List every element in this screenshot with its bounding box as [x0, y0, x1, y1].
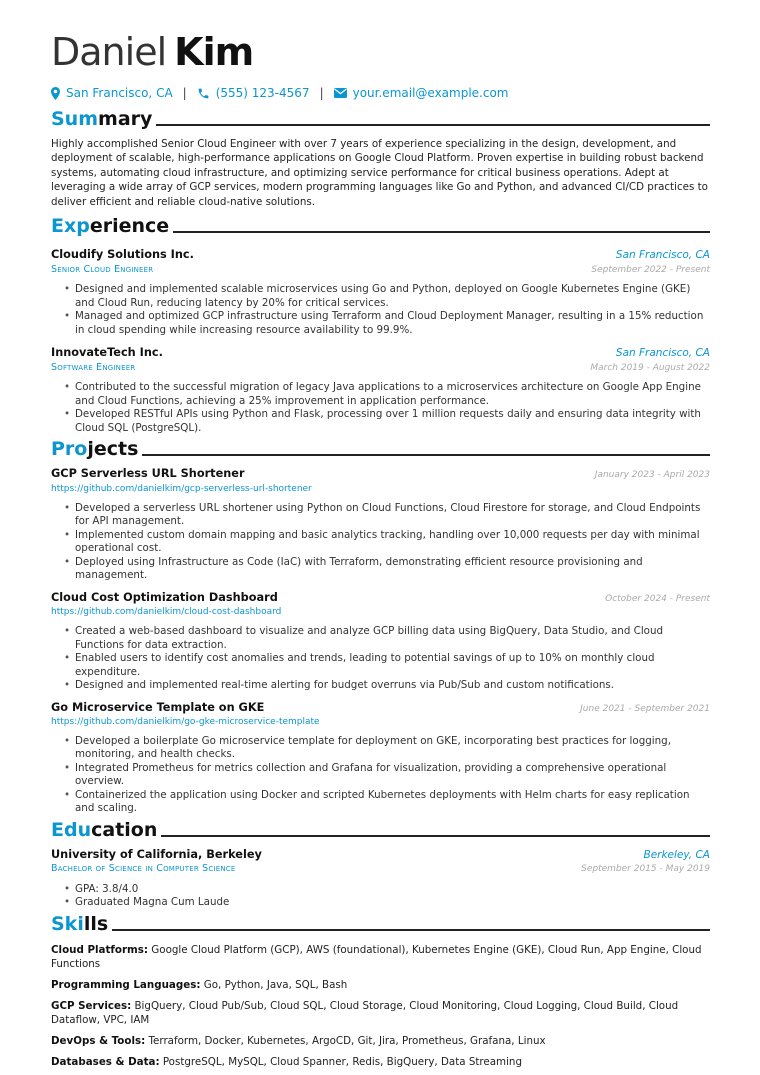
- section-heading-education: [51, 820, 710, 841]
- experience-entry: [51, 345, 710, 435]
- skills-list: [51, 943, 710, 1069]
- candidate-name: [51, 30, 710, 74]
- skill-row: [51, 978, 710, 992]
- bullet-list: [51, 883, 710, 910]
- project-link[interactable]: https://github.com/danielkim/gcp-serverless-url-shortener: [51, 483, 312, 494]
- skill-row: [51, 1055, 710, 1069]
- job-dates: March 2019 - August 2022: [590, 362, 710, 373]
- heading-rule: [161, 835, 710, 837]
- heading-rule: [112, 929, 710, 931]
- last-name: Kim: [174, 30, 254, 74]
- skill-row: [51, 1034, 710, 1048]
- heading-accent: Pro: [51, 438, 88, 461]
- experience-entry: [51, 247, 710, 337]
- contact-separator: |: [182, 85, 187, 100]
- job-title: Software Engineer: [51, 361, 136, 373]
- contact-separator: |: [319, 85, 324, 100]
- summary-text: Highly accomplished Senior Cloud Engineer with over 7 years of experience specializing in the design, development, and deployment of scalable, high-performance applications on Google Cloud Platform. Proven expertise in building robust backend systems, automating cloud infrastructure, and optimizing service performance for critical business operations. Adept at leveraging a wide array of GCP services, modern programming languages like Go and Python, and advanced CI/CD practices to deliver efficient and reliable cloud-native solutions.: [51, 137, 708, 208]
- heading-rule: [173, 231, 710, 233]
- bullet-list: [51, 283, 710, 337]
- section-heading-skills: [51, 914, 710, 935]
- project-link[interactable]: https://github.com/danielkim/cloud-cost-dashboard: [51, 606, 282, 617]
- bullet-item: • Contributed to the successful migration of legacy Java applications to a microservices architecture on Google App Engine and Cloud Functions, achieving a 25% improvement in application performance.: [64, 381, 710, 408]
- company-name: Cloudify Solutions Inc.: [51, 248, 194, 262]
- bullet-item: • Designed and implemented real-time alerting for budget overruns via Pub/Sub and custom notifications.: [64, 679, 710, 693]
- bullet-item: • Implemented custom domain mapping and basic analytics tracking, handling over 10,000 requests per day with minimal operational cost.: [64, 529, 710, 556]
- bullet-item: • Graduated Magna Cum Laude: [64, 896, 710, 910]
- bullet-list: [51, 381, 710, 435]
- skill-row: [51, 943, 710, 971]
- bullet-item: • Containerized the application using Docker and scripted Kubernetes deployments with Helm charts for easy replication and scaling.: [64, 789, 710, 816]
- contact-phone[interactable]: [197, 85, 310, 101]
- heading-accent: Exp: [51, 215, 90, 238]
- bullet-item: • Created a web-based dashboard to visualize and analyze GCP billing data using BigQuery, Data Studio, and Cloud Functions for data extraction.: [64, 625, 710, 652]
- degree: Bachelor of Science in Computer Science: [51, 863, 236, 875]
- school-location: Berkeley, CA: [643, 848, 710, 861]
- heading-rest: erience: [89, 215, 170, 238]
- project-dates: January 2023 - April 2023: [594, 470, 710, 481]
- skill-value: Go, Python, Java, SQL, Bash: [203, 978, 348, 991]
- bullet-item: • GPA: 3.8/4.0: [64, 883, 710, 897]
- skill-row: [51, 999, 710, 1027]
- school-name: University of California, Berkeley: [51, 847, 262, 861]
- bullet-item: • Developed a serverless URL shortener using Python on Cloud Functions, Cloud Firestore for storage, and Cloud Endpoints for API management.: [64, 502, 710, 529]
- skill-value: BigQuery, Cloud Pub/Sub, Cloud SQL, Cloud Storage, Cloud Monitoring, Cloud Logging, Cloud Build, Cloud Dataflow, VPC, IAM: [51, 999, 679, 1026]
- heading-rest: lls: [83, 912, 109, 935]
- skill-label: Databases & Data:: [51, 1055, 160, 1068]
- bullet-list: [51, 625, 710, 693]
- heading-rest: mary: [98, 108, 153, 130]
- project-link[interactable]: https://github.com/danielkim/go-gke-microservice-template: [51, 716, 320, 727]
- education-dates: September 2015 - May 2019: [581, 864, 710, 875]
- project-dates: October 2024 - Present: [605, 593, 710, 604]
- section-heading-projects: [51, 439, 710, 460]
- project-name: Cloud Cost Optimization Dashboard: [51, 590, 278, 604]
- bullet-item: • Integrated Prometheus for metrics collection and Grafana for visualization, providing a comprehensive operational overview.: [64, 762, 710, 789]
- location-text: San Francisco, CA: [66, 85, 173, 100]
- skill-label: Cloud Platforms:: [51, 943, 149, 956]
- education-entry: [51, 847, 710, 910]
- heading-accent: Edu: [51, 818, 92, 841]
- skill-label: Programming Languages:: [51, 978, 201, 991]
- contact-email[interactable]: [334, 85, 509, 101]
- first-name: Daniel: [51, 30, 167, 74]
- bullet-item: • Deployed using Infrastructure as Code (IaC) with Terraform, demonstrating efficient resource provisioning and management.: [64, 556, 710, 583]
- bullet-item: • Developed RESTful APIs using Python and Flask, processing over 1 million requests daily and ensuring data integrity with Cloud SQL (PostgreSQL).: [64, 408, 710, 435]
- map-pin-icon: [51, 87, 60, 100]
- skill-label: GCP Services:: [51, 999, 132, 1012]
- bullet-item: • Designed and implemented scalable microservices using Go and Python, deployed on Google Kubernetes Engine (GKE) and Cloud Run, reducing latency by 20% for critical services.: [64, 283, 710, 310]
- skill-value: Google Cloud Platform (GCP), AWS (foundational), Kubernetes Engine (GKE), Cloud Run, App Engine, Cloud Functions: [51, 943, 702, 970]
- heading-rest: jects: [87, 438, 139, 461]
- envelope-icon: [334, 88, 347, 98]
- phone-text: (555) 123-4567: [215, 85, 310, 100]
- skill-value: Terraform, Docker, Kubernetes, ArgoCD, Git, Jira, Prometheus, Grafana, Linux: [148, 1034, 546, 1047]
- job-title: Senior Cloud Engineer: [51, 263, 154, 275]
- project-dates: June 2021 - September 2021: [580, 703, 710, 714]
- email-text: your.email@example.com: [352, 85, 509, 100]
- bullet-item: • Enabled users to identify cost anomalies and trends, leading to potential savings of up to 10% on monthly cloud expenditure.: [64, 652, 710, 679]
- project-name: Go Microservice Template on GKE: [51, 700, 265, 714]
- job-location: San Francisco, CA: [615, 249, 710, 262]
- skill-label: DevOps & Tools:: [51, 1034, 146, 1047]
- job-dates: September 2022 - Present: [591, 264, 710, 275]
- project-entry: [51, 466, 710, 582]
- section-heading-summary: [51, 109, 710, 130]
- skill-value: PostgreSQL, MySQL, Cloud Spanner, Redis, BigQuery, Data Streaming: [162, 1055, 522, 1068]
- bullet-list: [51, 735, 710, 816]
- job-location: San Francisco, CA: [615, 347, 710, 360]
- company-name: InnovateTech Inc.: [51, 346, 163, 360]
- heading-accent: Ski: [51, 912, 84, 935]
- phone-icon: [197, 87, 210, 100]
- heading-rule: [156, 124, 710, 126]
- contact-location: [51, 85, 173, 101]
- section-heading-experience: [51, 216, 710, 237]
- bullet-item: • Developed a boilerplate Go microservice template for deployment on GKE, incorporating best practices for logging, monitoring, and health checks.: [64, 735, 710, 762]
- bullet-list: [51, 502, 710, 583]
- heading-rest: cation: [91, 818, 158, 841]
- bullet-item: • Managed and optimized GCP infrastructure using Terraform and Cloud Deployment Manager, resulting in a 15% reduction in cloud spending while increasing resource availability to 99.9%.: [64, 310, 710, 337]
- project-name: GCP Serverless URL Shortener: [51, 467, 245, 481]
- contact-bar: [51, 85, 710, 101]
- project-entry: [51, 700, 710, 816]
- heading-accent: Sum: [51, 108, 99, 130]
- project-entry: [51, 590, 710, 693]
- heading-rule: [142, 454, 710, 456]
